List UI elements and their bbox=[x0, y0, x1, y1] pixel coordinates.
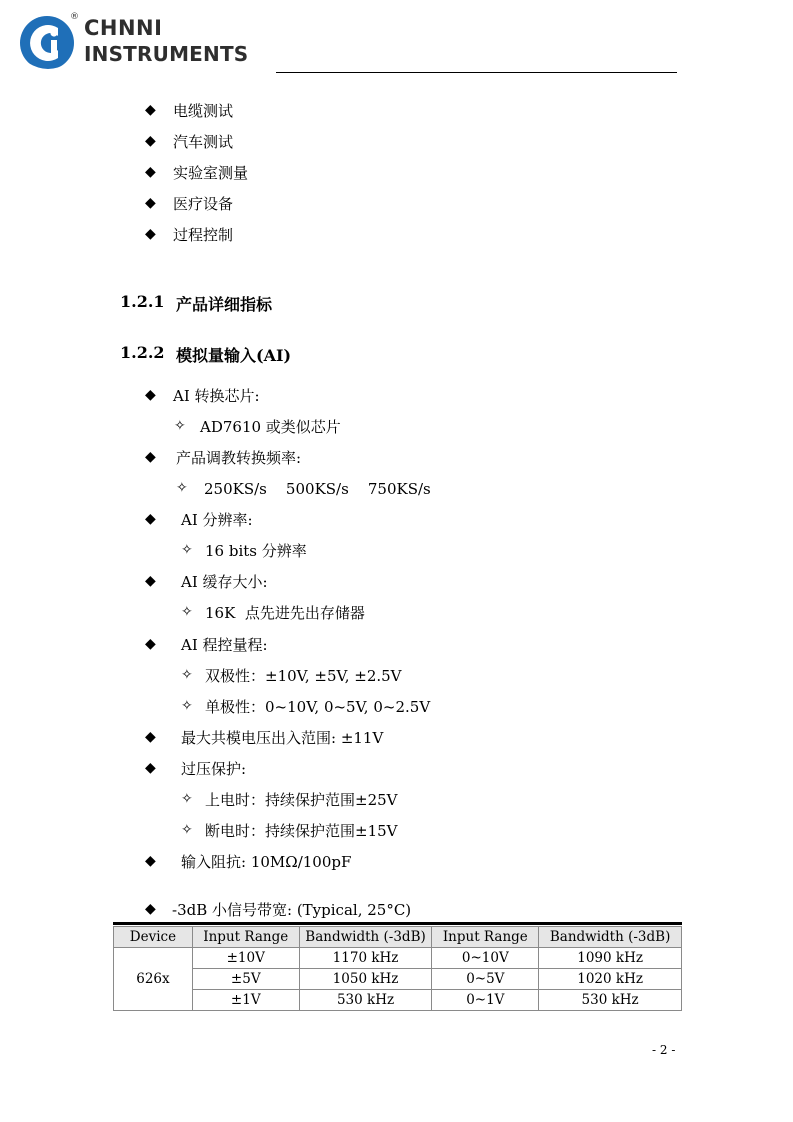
application-item: 医疗设备 bbox=[173, 195, 234, 213]
table-cell: ±5V bbox=[192, 969, 299, 990]
table-cell: 1170 kHz bbox=[299, 948, 432, 969]
table-cell: 0~10V bbox=[432, 948, 539, 969]
section-title: 模拟量输入(AI) bbox=[176, 346, 292, 365]
spec-value: AD7610 或类似芯片 bbox=[200, 418, 341, 436]
table-header: Bandwidth (-3dB) bbox=[299, 927, 432, 948]
sparkle-bullet-icon: ✧ bbox=[181, 604, 193, 620]
diamond-bullet-icon: ◆ bbox=[145, 449, 156, 465]
table-cell-device: 626x bbox=[114, 948, 193, 1011]
sparkle-bullet-icon: ✧ bbox=[181, 667, 193, 683]
table-row bbox=[114, 969, 682, 990]
table-header-row bbox=[114, 927, 682, 948]
sparkle-bullet-icon: ✧ bbox=[181, 791, 193, 807]
section-number: 1.2.1 bbox=[120, 292, 165, 311]
table-cell: 530 kHz bbox=[539, 990, 682, 1011]
table-cell: 0~1V bbox=[432, 990, 539, 1011]
diamond-bullet-icon: ◆ bbox=[145, 164, 156, 180]
spec-label: AI 转换芯片: bbox=[173, 387, 260, 405]
diamond-bullet-icon: ◆ bbox=[145, 102, 156, 118]
application-item: 过程控制 bbox=[173, 226, 234, 244]
table-cell: ±10V bbox=[192, 948, 299, 969]
diamond-bullet-icon: ◆ bbox=[145, 729, 156, 745]
ci-logo-icon bbox=[18, 14, 78, 72]
sparkle-bullet-icon: ✧ bbox=[174, 418, 186, 434]
table-row bbox=[114, 990, 682, 1011]
diamond-bullet-icon: ◆ bbox=[145, 226, 156, 242]
header-rule bbox=[276, 72, 677, 73]
diamond-bullet-icon: ◆ bbox=[145, 636, 156, 652]
diamond-bullet-icon: ◆ bbox=[145, 573, 156, 589]
sparkle-bullet-icon: ✧ bbox=[181, 698, 193, 714]
spec-value: 单极性：0~10V, 0~5V, 0~2.5V bbox=[205, 698, 431, 716]
table-cell: 1020 kHz bbox=[539, 969, 682, 990]
table-header: Input Range bbox=[432, 927, 539, 948]
diamond-bullet-icon: ◆ bbox=[145, 901, 156, 917]
diamond-bullet-icon: ◆ bbox=[145, 195, 156, 211]
table-row bbox=[114, 948, 682, 969]
spec-value: 16 bits 分辨率 bbox=[205, 542, 307, 560]
spec-label: 最大共模电压出入范围: ±11V bbox=[181, 729, 384, 747]
registered-mark: ® bbox=[70, 12, 79, 22]
table-cell: 1050 kHz bbox=[299, 969, 432, 990]
page-number: - 2 - bbox=[652, 1043, 676, 1057]
diamond-bullet-icon: ◆ bbox=[145, 760, 156, 776]
section-title: 产品详细指标 bbox=[176, 295, 273, 314]
sparkle-bullet-icon: ✧ bbox=[181, 542, 193, 558]
diamond-bullet-icon: ◆ bbox=[145, 387, 156, 403]
spec-label: AI 缓存大小: bbox=[181, 573, 268, 591]
spec-label: 输入阻抗: 10MΩ/100pF bbox=[181, 853, 352, 871]
brand-name-line2: INSTRUMENTS bbox=[84, 42, 249, 66]
spec-label: AI 程控量程: bbox=[181, 636, 268, 654]
table-cell: ±1V bbox=[192, 990, 299, 1011]
table-header: Device bbox=[114, 927, 193, 948]
table-top-rule bbox=[113, 922, 682, 925]
application-item: 汽车测试 bbox=[173, 133, 234, 151]
sparkle-bullet-icon: ✧ bbox=[181, 822, 193, 838]
diamond-bullet-icon: ◆ bbox=[145, 511, 156, 527]
spec-value: 16K 点先进先出存储器 bbox=[205, 604, 365, 622]
spec-label: 过压保护: bbox=[181, 760, 247, 778]
spec-value: 上电时：持续保护范围±25V bbox=[205, 791, 398, 809]
application-item: 电缆测试 bbox=[173, 102, 234, 120]
spec-label: AI 分辨率: bbox=[181, 511, 253, 529]
table-cell: 530 kHz bbox=[299, 990, 432, 1011]
spec-value: 断电时：持续保护范围±15V bbox=[205, 822, 398, 840]
diamond-bullet-icon: ◆ bbox=[145, 133, 156, 149]
table-cell: 0~5V bbox=[432, 969, 539, 990]
diamond-bullet-icon: ◆ bbox=[145, 853, 156, 869]
spec-label: -3dB 小信号带宽: (Typical, 25°C) bbox=[172, 901, 412, 919]
spec-value: 250KS/s 500KS/s 750KS/s bbox=[204, 480, 431, 498]
spec-label: 产品调教转换频率: bbox=[176, 449, 302, 467]
table-header: Bandwidth (-3dB) bbox=[539, 927, 682, 948]
table-cell: 1090 kHz bbox=[539, 948, 682, 969]
section-number: 1.2.2 bbox=[120, 343, 165, 362]
spec-value: 双极性：±10V, ±5V, ±2.5V bbox=[205, 667, 402, 685]
brand-name-line1: CHNNI bbox=[84, 16, 163, 40]
table-header: Input Range bbox=[192, 927, 299, 948]
sparkle-bullet-icon: ✧ bbox=[176, 480, 188, 496]
bandwidth-table bbox=[113, 926, 682, 1011]
application-item: 实验室测量 bbox=[173, 164, 249, 182]
